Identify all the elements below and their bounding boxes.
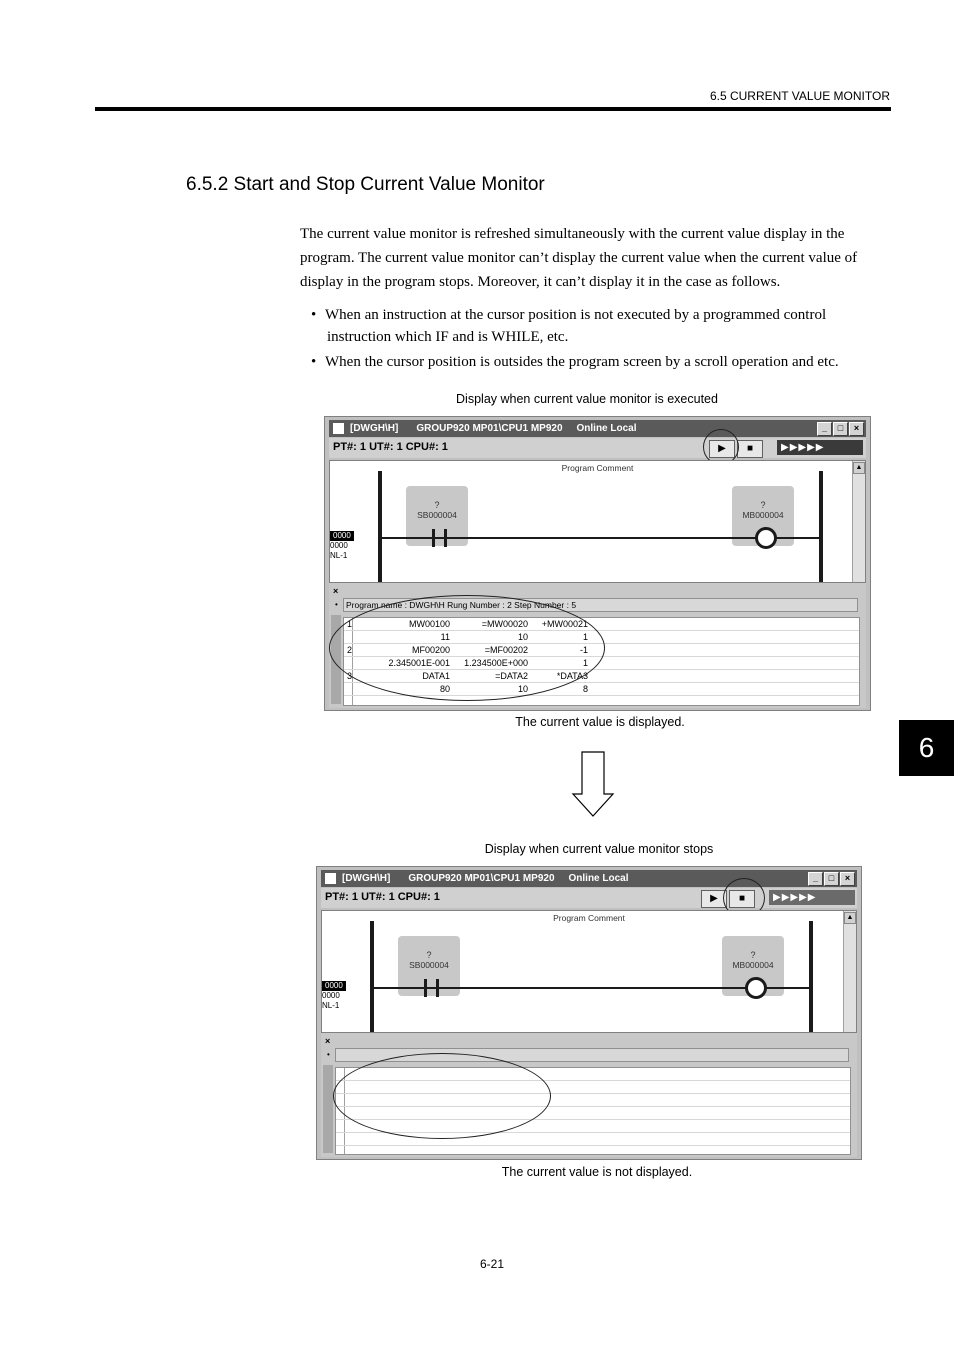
start-monitor-button[interactable]: ▶ bbox=[701, 890, 727, 908]
pane-dot: • bbox=[335, 600, 338, 609]
monitor-toolbar bbox=[321, 888, 857, 908]
program-comment: Program Comment bbox=[561, 463, 634, 473]
pt-label: PT#: 1 UT#: 1 CPU#: 1 bbox=[325, 891, 440, 903]
table-row: 2.345001E-001 1.234500E+000 1 bbox=[344, 657, 859, 670]
pt-label: PT#: 1 UT#: 1 CPU#: 1 bbox=[333, 441, 448, 453]
header-rule bbox=[95, 107, 891, 111]
highlight-ellipse bbox=[333, 1053, 551, 1139]
contact-box: ? SB000004 bbox=[406, 486, 468, 546]
stop-monitor-button[interactable]: ■ bbox=[729, 890, 755, 908]
left-power-rail bbox=[370, 921, 374, 1032]
maximize-button[interactable]: □ bbox=[824, 872, 839, 886]
side-tab[interactable] bbox=[323, 1065, 333, 1153]
figure2-caption-bottom: The current value is not displayed. bbox=[501, 1165, 693, 1179]
highlight-ellipse bbox=[329, 595, 605, 701]
bullet-item: • When the cursor position is outsides the program screen by a scroll operation and etc. bbox=[311, 351, 891, 373]
minimize-button[interactable]: _ bbox=[808, 872, 823, 886]
figure2-caption-top: Display when current value monitor stops bbox=[484, 842, 714, 856]
pane-close-icon[interactable]: × bbox=[325, 1036, 331, 1046]
ladder-diagram bbox=[321, 910, 857, 1033]
right-power-rail bbox=[819, 471, 823, 582]
close-button[interactable]: × bbox=[840, 872, 855, 886]
coil-box: ? MB000004 bbox=[732, 486, 794, 546]
table-row: 1 MW00100 =MW00020 +MW00021 bbox=[344, 618, 859, 631]
window-titlebar: [DWGH\H] GROUP920 MP01\CPU1 MP920 Online Local _ □ × bbox=[329, 420, 866, 437]
contact-box: ? SB000004 bbox=[398, 936, 460, 996]
pane-dot: • bbox=[327, 1050, 330, 1059]
coil-symbol bbox=[755, 527, 777, 549]
table-row: 3 DATA1 =DATA2 *DATA3 bbox=[344, 670, 859, 683]
program-window-stopped bbox=[316, 866, 862, 1160]
pane-close-icon[interactable]: × bbox=[333, 586, 339, 596]
step-arrows: ▶▶▶▶▶ bbox=[769, 890, 855, 905]
close-button[interactable]: × bbox=[849, 422, 864, 436]
rung-tag: 0000 0000 NL-1 bbox=[322, 981, 346, 1011]
start-monitor-button[interactable]: ▶ bbox=[709, 440, 735, 458]
left-power-rail bbox=[378, 471, 382, 582]
table-row: 11 10 1 bbox=[344, 631, 859, 644]
ladder-diagram bbox=[329, 460, 866, 583]
figure1-caption-bottom: The current value is displayed. bbox=[515, 715, 685, 729]
step-arrows: ▶▶▶▶▶ bbox=[777, 440, 863, 455]
figure1-caption-top: Display when current value monitor is executed bbox=[456, 392, 718, 406]
section-title: 6.5.2 Start and Stop Current Value Monitor bbox=[186, 174, 545, 195]
bullet-dot-icon: • bbox=[311, 307, 317, 323]
scroll-up-icon[interactable]: ▲ bbox=[853, 462, 865, 474]
vertical-scrollbar[interactable] bbox=[852, 461, 865, 582]
body-paragraph: The current value monitor is refreshed simultaneously with the current value display in the program. The current value monitor can’t display the current value when the current value of display in the program stops. Moreover, it can’t display it in the case as follows. bbox=[300, 226, 858, 290]
window-icon bbox=[325, 873, 336, 884]
window-titlebar: [DWGH\H] GROUP920 MP01\CPU1 MP920 Online Local _ □ × bbox=[321, 870, 857, 887]
minimize-button[interactable]: _ bbox=[817, 422, 832, 436]
table-row: 80 10 8 bbox=[344, 683, 859, 696]
bullet-item: • When an instruction at the cursor position is not executed by a programmed control instruction which IF and is WHILE, etc. bbox=[311, 304, 891, 348]
window-icon bbox=[333, 423, 344, 434]
chapter-tab: 6 bbox=[899, 720, 954, 776]
table-row: 2 MF00200 =MF00202 -1 bbox=[344, 644, 859, 657]
bullet-dot-icon: • bbox=[311, 354, 317, 370]
stop-monitor-button[interactable]: ■ bbox=[737, 440, 763, 458]
scroll-up-icon[interactable]: ▲ bbox=[844, 912, 856, 924]
running-header: 6.5 CURRENT VALUE MONITOR bbox=[709, 89, 890, 103]
program-comment: Program Comment bbox=[553, 913, 625, 923]
vertical-scrollbar[interactable] bbox=[843, 911, 856, 1032]
rung-tag: 0000 0000 NL-1 bbox=[330, 531, 354, 561]
maximize-button[interactable]: □ bbox=[833, 422, 848, 436]
right-power-rail bbox=[809, 921, 813, 1032]
program-info-bar: Program name : DWGH\H Rung Number : 2 Step Number : 5 bbox=[343, 598, 858, 612]
monitor-toolbar bbox=[329, 438, 866, 458]
contact-symbol bbox=[426, 529, 456, 547]
coil-box: ? MB000004 bbox=[722, 936, 784, 996]
coil-symbol bbox=[745, 977, 767, 999]
down-arrow-icon bbox=[570, 750, 616, 820]
program-window-running bbox=[324, 416, 871, 711]
contact-symbol bbox=[418, 979, 448, 997]
page-number: 6-21 bbox=[480, 1257, 505, 1271]
